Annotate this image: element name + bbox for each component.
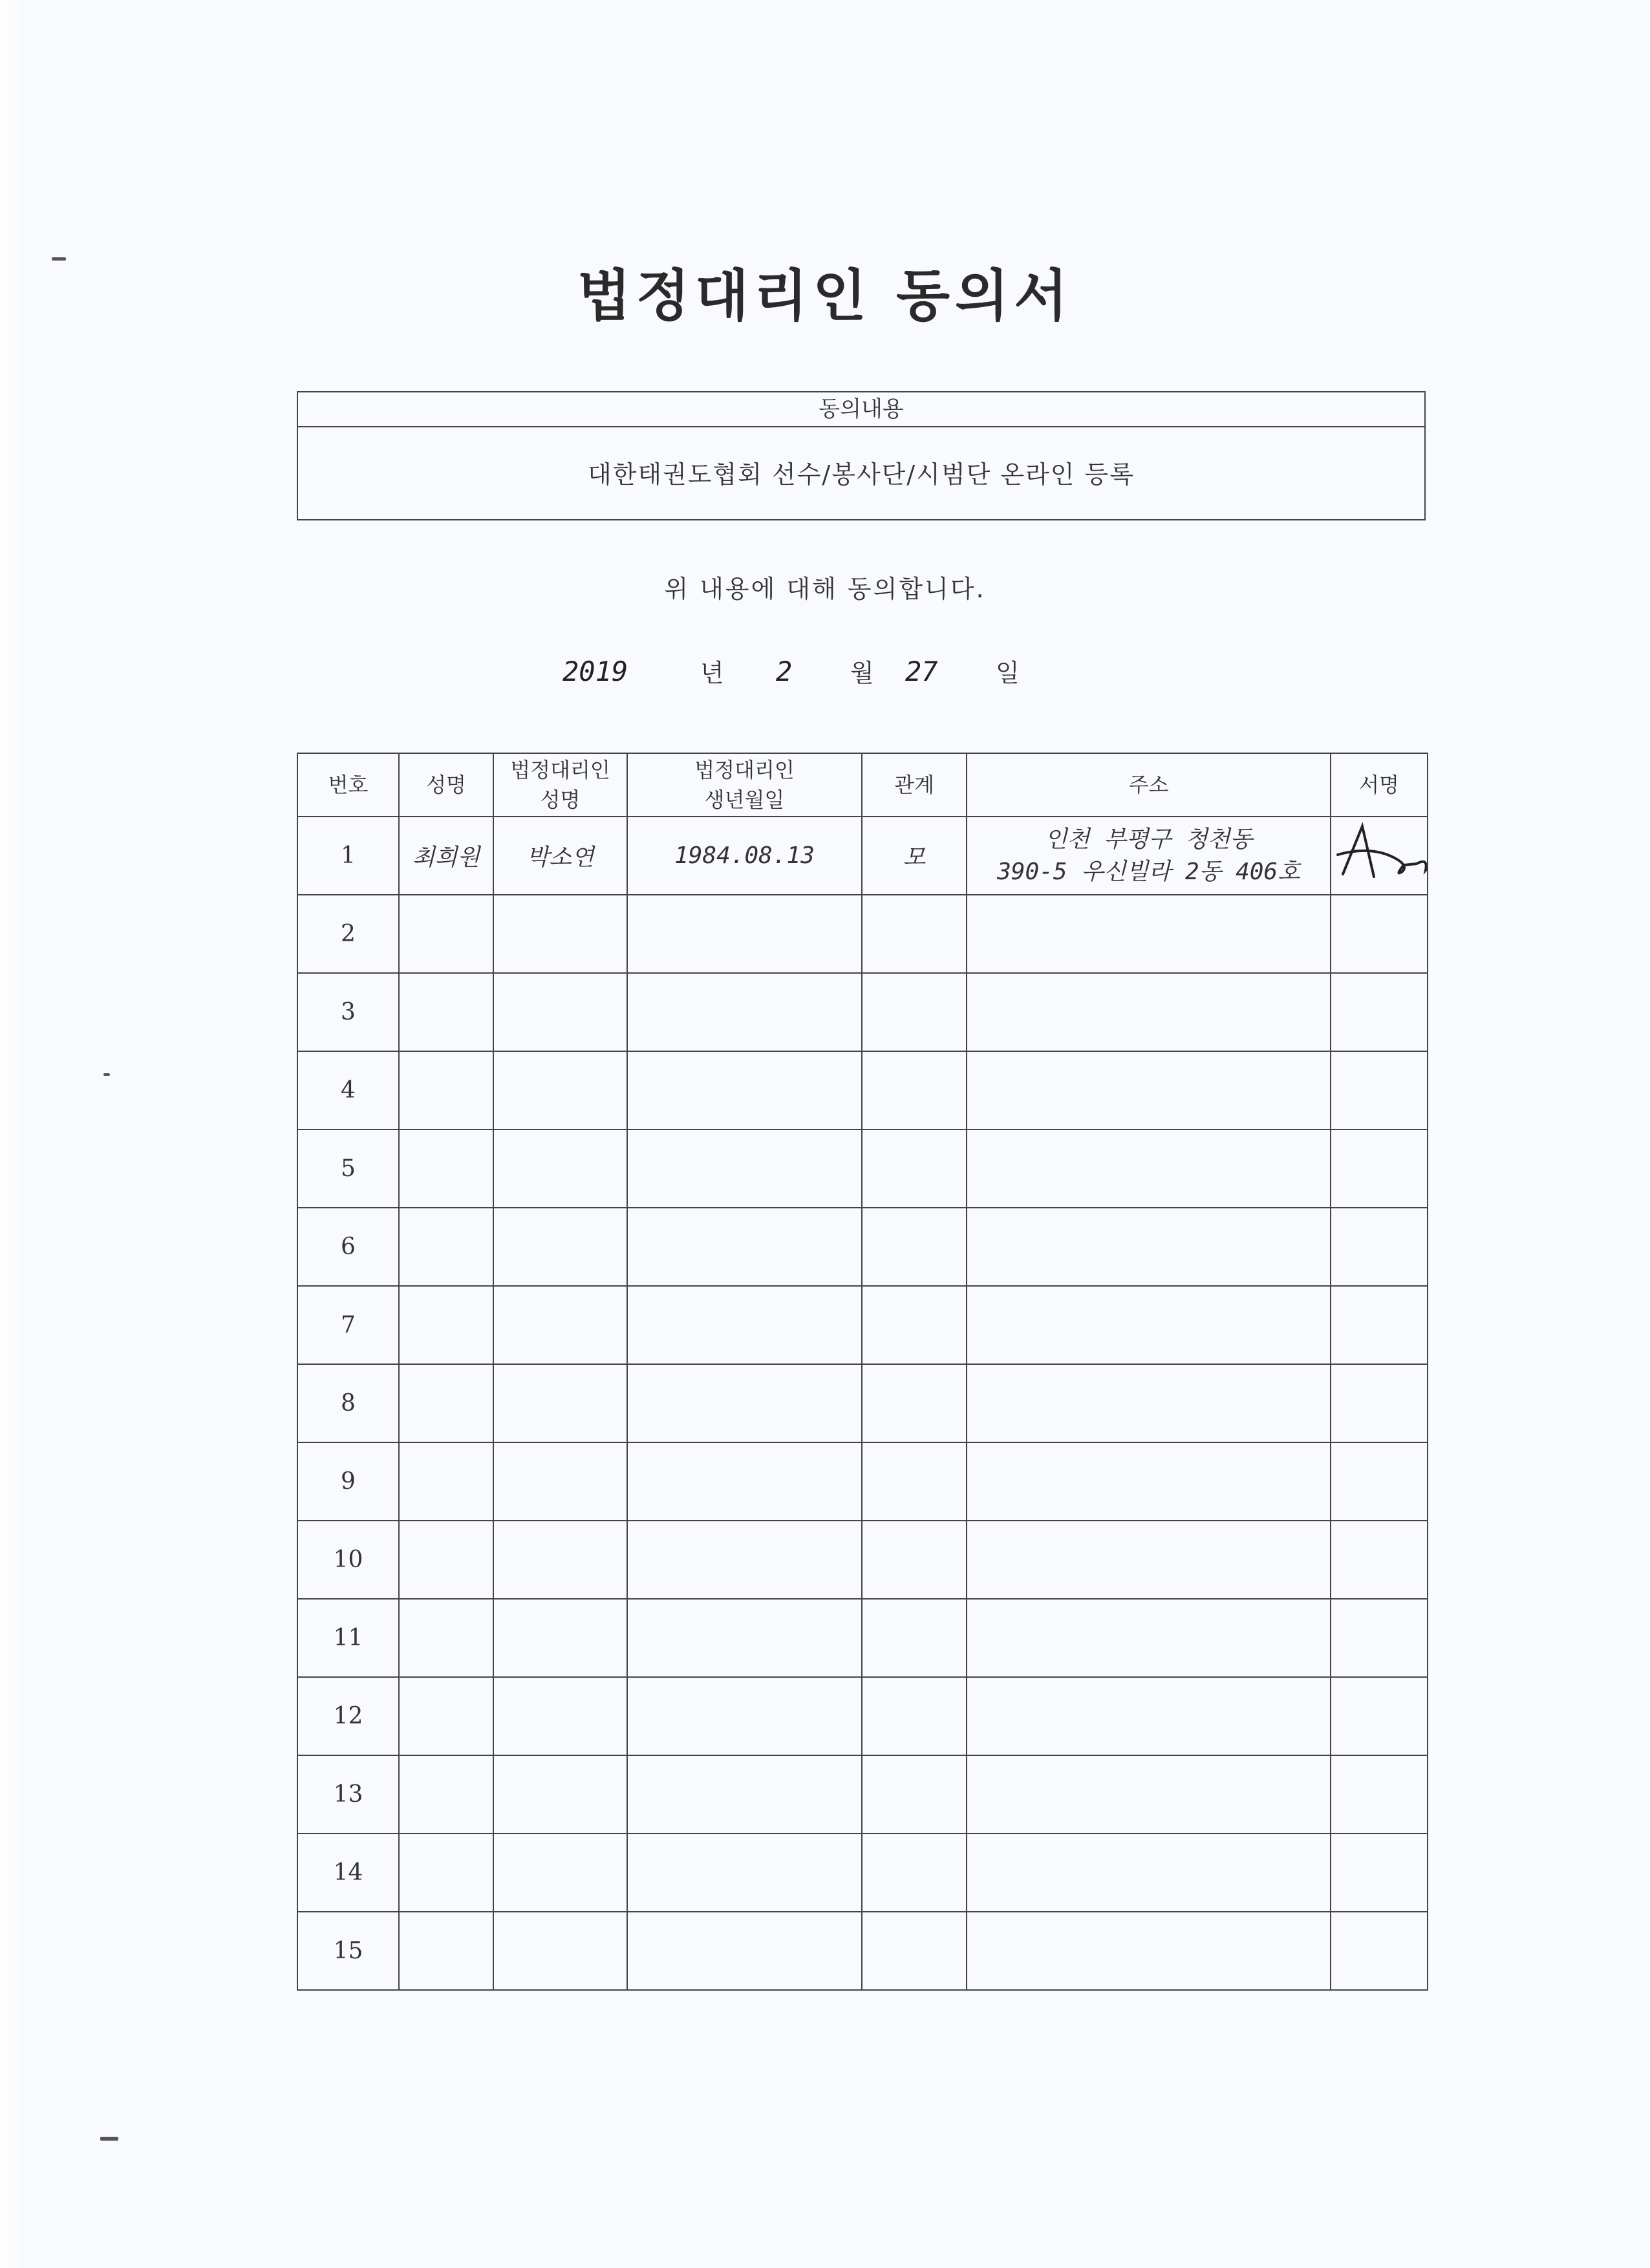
row-signature [1331, 1364, 1428, 1442]
row-guardian-birth [627, 1208, 862, 1286]
row-guardian-birth [627, 1599, 862, 1677]
row-address [967, 1051, 1331, 1129]
header-guardian-birth [627, 753, 862, 817]
row-name [399, 1834, 493, 1912]
table-row [297, 1677, 1428, 1755]
scan-edge [0, 0, 26, 2268]
row-number: 1 [297, 817, 399, 895]
scan-speck [103, 1073, 110, 1076]
guardian-table [297, 753, 1428, 1991]
row-guardian-birth [627, 1286, 862, 1364]
table-row [297, 1442, 1428, 1521]
row-guardian-birth [627, 1521, 862, 1599]
date-year-label: 년 [700, 659, 724, 687]
row-address [967, 1364, 1331, 1442]
row-signature [1331, 1521, 1428, 1599]
agreement-statement: 위 내용에 대해 동의합니다. [664, 575, 986, 603]
row-signature [1331, 1051, 1428, 1129]
row-guardian-birth [627, 1051, 862, 1129]
table-row [297, 1208, 1428, 1286]
consent-header: 동의내용 [298, 392, 1424, 427]
row-name: 최희원 [399, 817, 493, 895]
row-guardian-birth [627, 973, 862, 1051]
row-number: 9 [297, 1442, 399, 1521]
table-header-row [297, 753, 1428, 817]
row-signature [1331, 1129, 1428, 1208]
row-guardian-name [493, 1286, 627, 1364]
header-number: 번호 [297, 753, 399, 817]
row-number: 11 [297, 1599, 399, 1677]
date-day-label: 일 [996, 659, 1020, 687]
row-address [967, 1442, 1331, 1521]
row-address [967, 895, 1331, 973]
table-row [297, 895, 1428, 973]
row-name [399, 1051, 493, 1129]
row-address [967, 1912, 1331, 1990]
row-relation [862, 1442, 967, 1521]
row-number: 8 [297, 1364, 399, 1442]
consent-box [297, 391, 1426, 520]
row-number: 15 [297, 1912, 399, 1990]
row-relation [862, 1599, 967, 1677]
table-row [297, 973, 1428, 1051]
row-address [967, 1286, 1331, 1364]
table-row [297, 1599, 1428, 1677]
date-month: 2 [776, 656, 793, 687]
row-relation [862, 1521, 967, 1599]
row-guardian-name [493, 973, 627, 1051]
row-guardian-birth: 1984.08.13 [627, 817, 862, 895]
table-row [297, 1912, 1428, 1990]
row-signature [1331, 817, 1428, 895]
row-address [967, 817, 1331, 895]
row-relation [862, 895, 967, 973]
scan-speck [100, 2137, 118, 2141]
row-address [967, 1677, 1331, 1755]
row-guardian-name [493, 1129, 627, 1208]
header-relation: 관계 [862, 753, 967, 817]
row-name [399, 1599, 493, 1677]
row-signature [1331, 1677, 1428, 1755]
row-name [399, 895, 493, 973]
row-guardian-birth [627, 1677, 862, 1755]
table-row [297, 1521, 1428, 1599]
header-signature: 서명 [1331, 753, 1428, 817]
row-relation [862, 1208, 967, 1286]
row-relation [862, 1051, 967, 1129]
row-number: 13 [297, 1755, 399, 1834]
table-row [297, 1286, 1428, 1364]
signature-mark [1331, 817, 1428, 888]
date-day: 27 [905, 656, 938, 687]
header-guardian-name-line2: 성명 [540, 787, 581, 812]
row-guardian-birth [627, 1912, 862, 1990]
table-row [297, 817, 1428, 895]
row-relation [862, 1834, 967, 1912]
row-number: 3 [297, 973, 399, 1051]
row-address [967, 1755, 1331, 1834]
row-guardian-birth [627, 1364, 862, 1442]
row-relation [862, 973, 967, 1051]
table-row [297, 1834, 1428, 1912]
document-title: 법정대리인 동의서 [577, 263, 1073, 328]
row-guardian-name [493, 1599, 627, 1677]
row-number: 7 [297, 1286, 399, 1364]
row-number: 14 [297, 1834, 399, 1912]
row-guardian-name [493, 1051, 627, 1129]
row-guardian-name [493, 1521, 627, 1599]
row-number: 10 [297, 1521, 399, 1599]
row-address [967, 973, 1331, 1051]
header-guardian-name-line1: 법정대리인 [510, 758, 610, 782]
row-name [399, 1286, 493, 1364]
row-signature [1331, 895, 1428, 973]
row-name [399, 1912, 493, 1990]
row-guardian-name [493, 1834, 627, 1912]
consent-content: 대한태권도협회 선수/봉사단/시범단 온라인 등록 [587, 460, 1135, 489]
header-guardian-name [493, 753, 627, 817]
row-guardian-birth [627, 1834, 862, 1912]
row-signature [1331, 1208, 1428, 1286]
row-address-line: 인천 부평구 청천동 [1044, 826, 1253, 853]
row-name [399, 1677, 493, 1755]
row-relation [862, 1677, 967, 1755]
row-number: 12 [297, 1677, 399, 1755]
row-guardian-birth [627, 1442, 862, 1521]
table-row [297, 1755, 1428, 1834]
row-name [399, 1208, 493, 1286]
table-body [297, 817, 1428, 1990]
row-number: 6 [297, 1208, 399, 1286]
date-row [0, 653, 1650, 698]
row-address [967, 1129, 1331, 1208]
row-guardian-name [493, 1677, 627, 1755]
table-row [297, 1051, 1428, 1129]
row-relation [862, 1912, 967, 1990]
row-guardian-birth [627, 1755, 862, 1834]
header-guardian-birth-line1: 법정대리인 [694, 758, 795, 782]
row-signature [1331, 1442, 1428, 1521]
row-guardian-name [493, 1208, 627, 1286]
row-number: 2 [297, 895, 399, 973]
row-relation [862, 1286, 967, 1364]
row-address-line: 390-5 우신빌라 2동 406호 [997, 858, 1300, 885]
row-name [399, 1755, 493, 1834]
row-relation [862, 1755, 967, 1834]
row-signature [1331, 1755, 1428, 1834]
header-address: 주소 [967, 753, 1331, 817]
row-name [399, 1521, 493, 1599]
row-guardian-name: 박소연 [493, 817, 627, 895]
header-name: 성명 [399, 753, 493, 817]
row-relation [862, 1364, 967, 1442]
row-address [967, 1834, 1331, 1912]
date-month-label: 월 [850, 659, 874, 687]
header-guardian-birth-line2: 생년월일 [704, 787, 785, 812]
row-signature [1331, 1912, 1428, 1990]
row-signature [1331, 973, 1428, 1051]
row-name [399, 1364, 493, 1442]
row-guardian-name [493, 1755, 627, 1834]
row-relation [862, 1129, 967, 1208]
row-number: 4 [297, 1051, 399, 1129]
row-signature [1331, 1834, 1428, 1912]
row-address [967, 1208, 1331, 1286]
row-address [967, 1599, 1331, 1677]
row-signature [1331, 1286, 1428, 1364]
row-number: 5 [297, 1129, 399, 1208]
row-guardian-birth [627, 895, 862, 973]
row-guardian-name [493, 895, 627, 973]
row-address [967, 1521, 1331, 1599]
row-name [399, 1442, 493, 1521]
date-year: 2019 [562, 656, 628, 687]
row-name [399, 1129, 493, 1208]
row-guardian-birth [627, 1129, 862, 1208]
row-signature [1331, 1599, 1428, 1677]
row-guardian-name [493, 1364, 627, 1442]
row-guardian-name [493, 1442, 627, 1521]
row-name [399, 973, 493, 1051]
table-row [297, 1129, 1428, 1208]
table-row [297, 1364, 1428, 1442]
row-guardian-name [493, 1912, 627, 1990]
row-relation: 모 [862, 817, 967, 895]
